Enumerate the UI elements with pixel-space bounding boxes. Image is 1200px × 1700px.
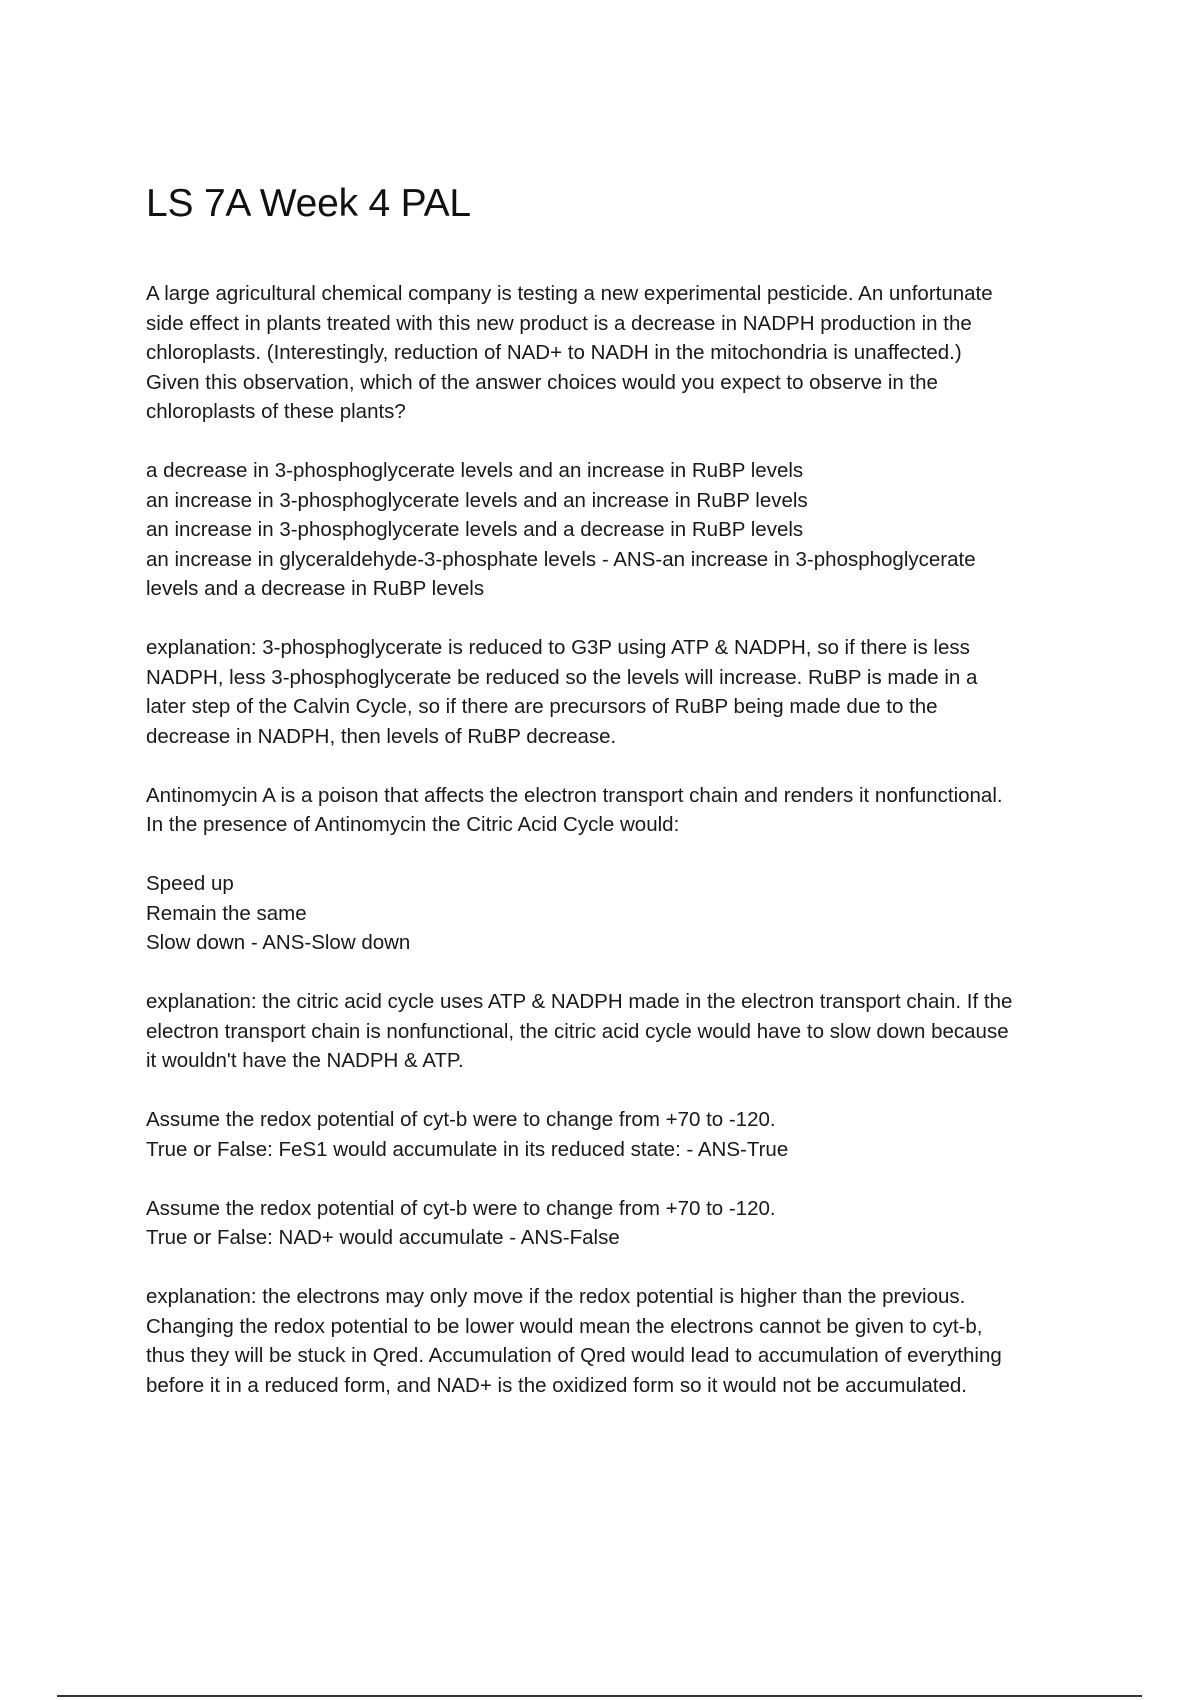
text-line: In the presence of Antinomycin the Citric Acid Cycle would: <box>146 813 680 836</box>
text-line: before it in a reduced form, and NAD+ is the oxidized form so it would not be accumulated. <box>146 1373 968 1397</box>
text-line: Assume the redox potential of cyt-b were to change from +70 to -120. <box>146 1196 776 1220</box>
answer-choice: Remain the same <box>146 901 307 925</box>
answer-choice: an increase in 3-phosphoglycerate levels and a decrease in RuBP levels <box>146 518 804 541</box>
text-line: side effect in plants treated with this new product is a decrease in NADPH production in the <box>146 311 972 335</box>
question-1-choices <box>146 456 1096 604</box>
question-2-prompt <box>146 781 1096 840</box>
text-line: True or False: FeS1 would accumulate in its reduced state: - ANS-True <box>146 1137 789 1161</box>
document-title: LS 7A Week 4 PAL <box>146 182 471 225</box>
text-line: decrease in NADPH, then levels of RuBP decrease. <box>146 724 617 748</box>
text-line: explanation: the electrons may only move if the redox potential is higher than the previous. <box>146 1285 966 1308</box>
text-line: explanation: the citric acid cycle uses ATP & NADPH made in the electron transport chain. If the <box>146 990 1013 1013</box>
question-1-explanation <box>146 633 1096 751</box>
question-2-explanation <box>146 987 1096 1076</box>
answer-choice: an increase in 3-phosphoglycerate levels and an increase in RuBP levels <box>146 488 808 512</box>
answer-choice: Speed up <box>146 872 234 895</box>
question-2-choices <box>146 869 1096 958</box>
text-line: later step of the Calvin Cycle, so if there are precursors of RuBP being made due to the <box>146 695 938 718</box>
text-line: True or False: NAD+ would accumulate - ANS-False <box>146 1226 620 1249</box>
text-line: Given this observation, which of the answer choices would you expect to observe in the <box>146 370 938 394</box>
text-line: chloroplasts. (Interestingly, reduction of NAD+ to NADH in the mitochondria is unaffected.) <box>146 341 962 364</box>
question-3 <box>146 1105 1096 1164</box>
document-content <box>146 279 1096 1430</box>
answer-choice: a decrease in 3-phosphoglycerate levels and an increase in RuBP levels <box>146 459 804 482</box>
text-line: Assume the redox potential of cyt-b were to change from +70 to -120. <box>146 1108 776 1131</box>
question-1-prompt <box>146 279 1096 427</box>
text-line: chloroplasts of these plants? <box>146 400 406 423</box>
text-line: explanation: 3-phosphoglycerate is reduced to G3P using ATP & NADPH, so if there is less <box>146 636 970 659</box>
answer-choice: levels and a decrease in RuBP levels <box>146 577 485 600</box>
answer-choice: Slow down - ANS-Slow down <box>146 931 411 954</box>
page-bottom-divider <box>57 1695 1142 1697</box>
text-line: Antinomycin A is a poison that affects the electron transport chain and renders it nonfunctional. <box>146 783 1003 807</box>
text-line: Changing the redox potential to be lower would mean the electrons cannot be given to cyt-b, <box>146 1314 983 1338</box>
text-line: A large agricultural chemical company is testing a new experimental pesticide. An unfortunate <box>146 282 993 305</box>
text-line: it wouldn't have the NADPH & ATP. <box>146 1049 464 1072</box>
question-4-explanation <box>146 1282 1096 1400</box>
text-line: thus they will be stuck in Qred. Accumulation of Qred would lead to accumulation of everything <box>146 1344 1002 1367</box>
answer-choice: an increase in glyceraldehyde-3-phosphate levels - ANS-an increase in 3-phosphoglycerate <box>146 547 976 571</box>
question-4 <box>146 1194 1096 1253</box>
text-line: NADPH, less 3-phosphoglycerate be reduced so the levels will increase. RuBP is made in a <box>146 665 978 689</box>
text-line: electron transport chain is nonfunctional, the citric acid cycle would have to slow down because <box>146 1019 1009 1043</box>
